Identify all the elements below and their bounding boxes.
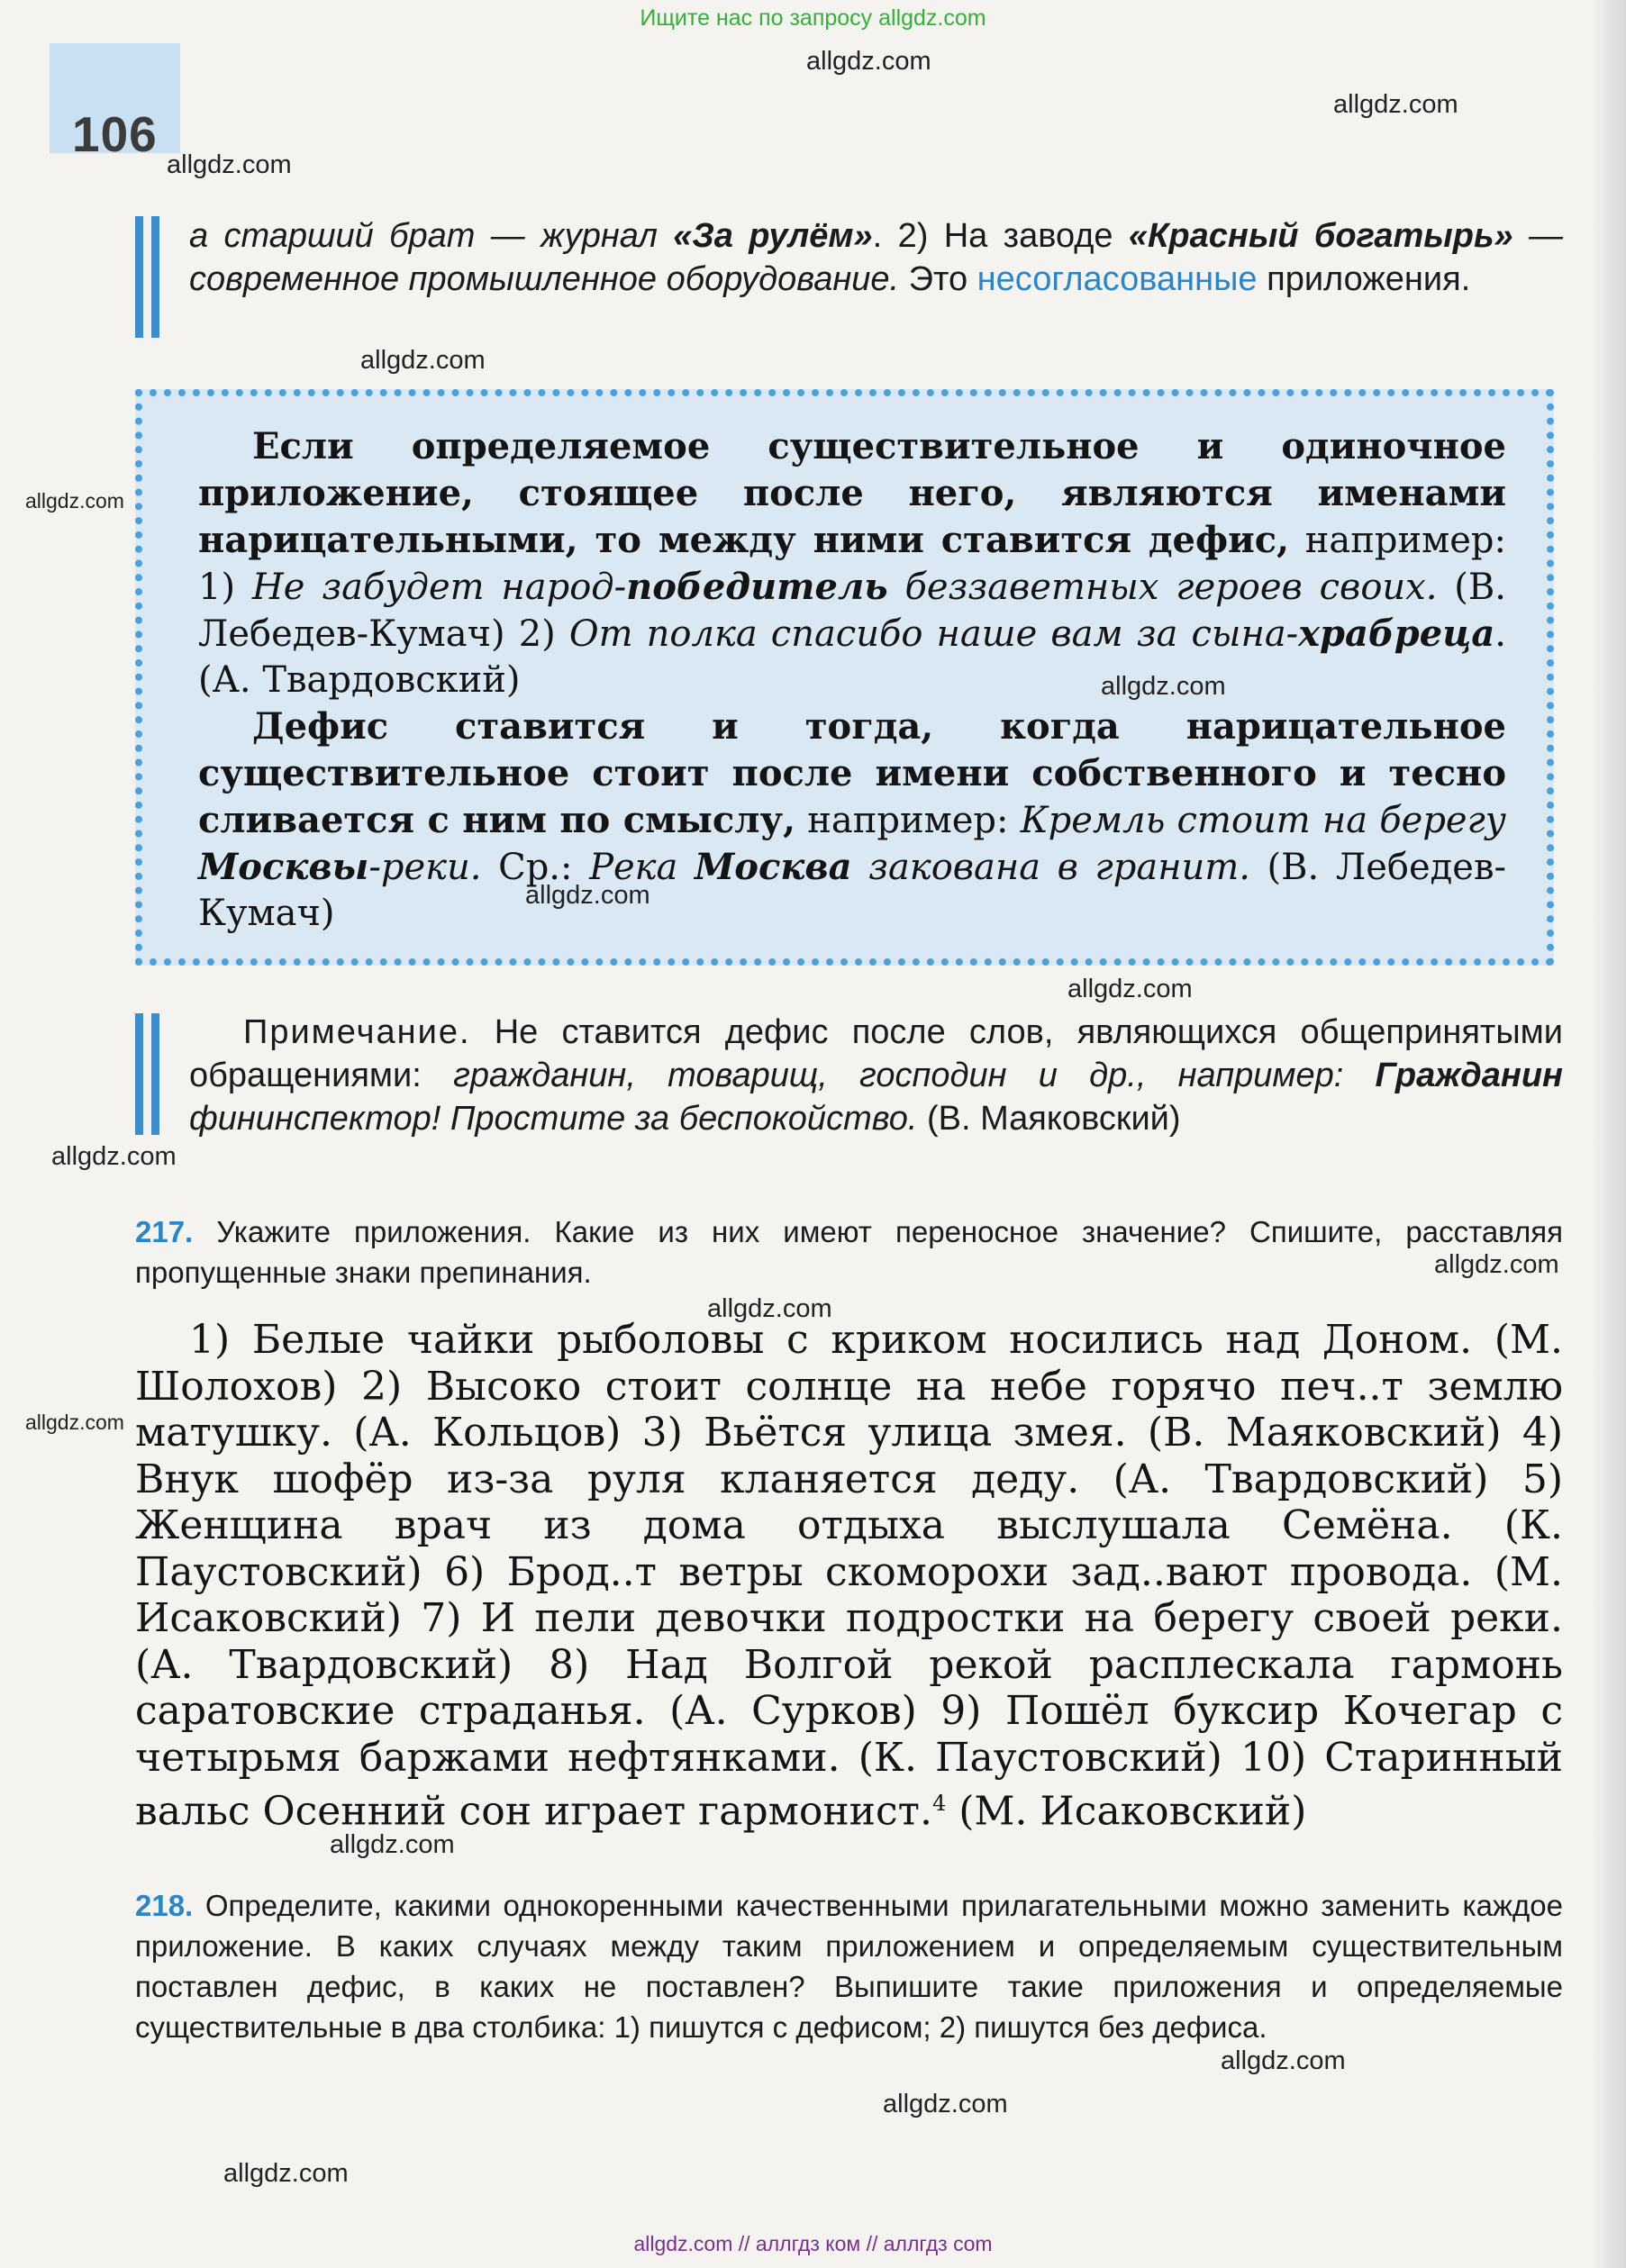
rule-text-span: (В. Лебедев-Кумач) 2): [198, 567, 1507, 655]
exercise-sentences: 1) Белые чайки рыболовы с криком носились над Доном. (М. Шолохов) 2) Высоко стоит солнце на небе горячо печ..т землю матушку. (А. Кольцов) 3) Вьётся улица змея. (В. Маяковский) 4) Внук шофёр из-за руля кланяется деду. (А. Твардовский) 5) Женщина врач из дома отдыха выслушала Семёна. (К. Паустовский) 6) Брод..т ветры скоморохи зад..вают провода. (М. Исаковский) 7) И пели девочки подростки на берегу своей реки. (А. Твардовский) 8) Над Волгой рекой расплескала гармонь саратовские страданья. (А. Сурков) 9) Пошёл буксир Кочегар с четырьмя баржами нефтянками. (К. Паустовский) 10) Старинный вальс Осенний сон играет гармонист.: [135, 1317, 1563, 1835]
note-paragraph: [189, 1011, 1563, 1140]
example-text: -реки.: [368, 847, 482, 888]
example-text: Река: [589, 847, 695, 888]
watermark: allgdz.com: [707, 1294, 832, 1323]
example-word: храбреца: [1298, 612, 1495, 655]
watermark: allgdz.com: [525, 881, 650, 910]
exercise-number: 218.: [135, 1889, 194, 1922]
intro-paragraph: [189, 214, 1563, 301]
exercise-number: 217.: [135, 1215, 194, 1248]
intro-text: Это: [899, 260, 977, 298]
example-word: Москвы: [198, 846, 369, 888]
watermark: allgdz.com: [25, 1411, 124, 1434]
note-example-word: Гражданин: [1375, 1057, 1563, 1094]
watermark: allgdz.com: [883, 2090, 1008, 2118]
watermark: allgdz.com: [1333, 90, 1458, 119]
note-example: гражданин, товарищ, господин и др., например:: [453, 1057, 1376, 1094]
rule-paragraph: [198, 703, 1506, 937]
watermark: allgdz.com: [51, 1142, 177, 1171]
intro-text: а старший брат — журнал: [189, 217, 674, 255]
rule-paragraph: [198, 423, 1506, 703]
watermark: allgdz.com: [360, 346, 486, 375]
exercise-source: (М. Исаковский): [946, 1788, 1307, 1835]
sidebar-marker: [135, 216, 159, 338]
bottom-banner[interactable]: allgdz.com // аллгдз ком // аллгдз com: [633, 2232, 993, 2255]
rule-statement: Если определяемое существительное и одиночное приложение, стоящее после него, являются именами нарицательными, то между ними ставится дефис,: [198, 425, 1506, 561]
task-text: Определите, какими однокоренными качественными прилагательными можно заменить каждое приложение. В каких случаях между таким приложением и определяемым существительным поставлен дефис, в каких не поставлен? Выпишите такие приложения и определяемые существительные в два столбика: 1) пишутся с дефисом; 2) пишутся без дефиса.: [135, 1889, 1563, 2044]
top-banner[interactable]: Ищите нас по запросу allgdz.com: [640, 5, 986, 31]
watermark: allgdz.com: [25, 489, 124, 513]
sidebar-bar: [151, 216, 159, 338]
sidebar-marker: [135, 1013, 159, 1135]
sidebar-bar: [135, 1013, 143, 1135]
watermark: allgdz.com: [330, 1830, 455, 1859]
sidebar-bar: [135, 216, 143, 338]
rule-statement: Дефис ставится и тогда, когда нарицательное существительное стоит после имени собственного и тесно сливается с ним по смыслу,: [198, 705, 1506, 841]
watermark: allgdz.com: [167, 150, 292, 179]
example-text: Кремль стоит на берегу: [1020, 800, 1507, 841]
magazine-title: «За рулём»: [673, 217, 873, 255]
watermark: allgdz.com: [1101, 672, 1226, 701]
page-number: 106: [72, 106, 158, 162]
footnote-marker: 4: [931, 1791, 947, 1816]
watermark: allgdz.com: [223, 2159, 349, 2188]
rule-text-span: например: 1): [198, 520, 1507, 608]
sidebar-bar: [151, 1013, 159, 1135]
example-text: От полка спасибо наше вам за сына-: [568, 613, 1299, 655]
task-text: Укажите приложения. Какие из них имеют переносное значение? Спишите, расставляя пропущенные знаки препинания.: [135, 1215, 1563, 1289]
note-example: фининспектор! Простите за беспокойство.: [189, 1100, 918, 1138]
factory-name: «Красный богатырь»: [1128, 217, 1513, 255]
rule-text-span: Ср.:: [481, 847, 590, 888]
example-word: Москва: [694, 846, 852, 888]
exercise-217-task: [135, 1211, 1563, 1293]
watermark: allgdz.com: [1221, 2046, 1346, 2075]
intro-text: — современное промышленное оборудование.: [189, 217, 1564, 298]
watermark: allgdz.com: [1067, 975, 1193, 1003]
exercise-217-text: [135, 1317, 1563, 1835]
example-text: Не забудет народ-: [251, 567, 627, 608]
watermark: allgdz.com: [1434, 1250, 1559, 1279]
rule-text-span: например:: [795, 800, 1021, 841]
intro-text: приложения.: [1257, 260, 1471, 298]
rule-text-span: . (А. Твардовский): [198, 613, 1506, 701]
rule-text: [198, 423, 1506, 937]
example-word: победитель: [626, 566, 888, 608]
note-label: Примечание.: [243, 1013, 471, 1051]
term-highlight: несогласованные: [977, 260, 1258, 298]
rule-text-span: (В. Лебедев-Кумач): [198, 847, 1506, 934]
example-text: беззаветных героев своих.: [887, 567, 1438, 608]
watermark: allgdz.com: [806, 47, 931, 76]
exercise-218-task: [135, 1885, 1563, 2047]
intro-text: . 2) На заводе: [872, 217, 1129, 255]
note-text: (В. Маяковский): [917, 1100, 1181, 1138]
page-edge-shadow: [1590, 0, 1626, 2268]
example-text: закована в гранит.: [851, 847, 1250, 888]
note-text: Не ставится дефис после слов, являющихся общепринятыми обращениями:: [189, 1013, 1563, 1094]
